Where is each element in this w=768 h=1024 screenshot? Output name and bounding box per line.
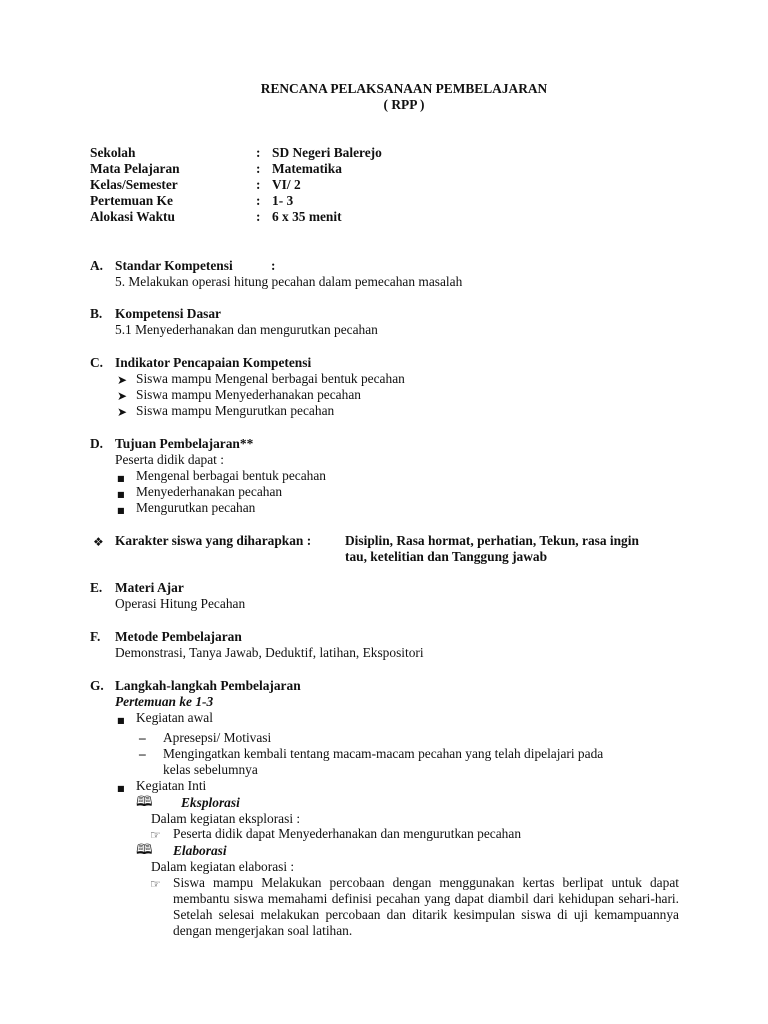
section-e-text: Operasi Hitung Pecahan	[115, 596, 246, 611]
identity-colon: :	[256, 209, 261, 224]
section-b-letter: B.	[90, 306, 103, 321]
section-d-heading: Tujuan Pembelajaran**	[115, 436, 254, 451]
section-e-letter: E.	[90, 580, 103, 595]
section-e-heading: Materi Ajar	[115, 580, 184, 595]
section-f-text: Demonstrasi, Tanya Jawab, Deduktif, latihan, Ekspositori	[115, 645, 424, 660]
eksplorasi-item: Peserta didik dapat Menyederhanakan dan mengurutkan pecahan	[173, 826, 522, 841]
tujuan-item: Mengurutkan pecahan	[136, 500, 256, 515]
elaborasi-intro: Dalam kegiatan elaborasi :	[151, 859, 295, 874]
section-g-heading: Langkah-langkah Pembelajaran	[115, 678, 301, 693]
arrow-bullet-icon: ➤	[117, 405, 128, 419]
identity-value-mata-pelajaran: Matematika	[272, 161, 342, 176]
indikator-item: Siswa mampu Menyederhanakan pecahan	[136, 387, 361, 402]
eksplorasi-heading: Eksplorasi	[181, 795, 240, 810]
arrow-bullet-icon: ➤	[117, 389, 128, 403]
diamond-bullet-icon: ❖	[93, 535, 104, 549]
pointing-hand-icon: ☞	[150, 877, 161, 891]
section-c-letter: C.	[90, 355, 104, 370]
elaborasi-item: Siswa mampu Melakukan percobaan dengan menggunakan kertas berlipat untuk dapat membantu siswa memahami definisi pecahan yang dapat diambil dari kehidupan sehari-hari. Setelah selesai melakukan percobaan dan ditarik kesimpulan siswa di uji kemampuannya dengan mengerjakan soal latihan.	[173, 875, 679, 938]
tujuan-item: Menyederhanakan pecahan	[136, 484, 283, 499]
kegiatan-awal-item-continuation: kelas sebelumnya	[163, 762, 258, 777]
section-f-heading: Metode Pembelajaran	[115, 629, 242, 644]
karakter-label: Karakter siswa yang diharapkan :	[115, 533, 312, 548]
karakter-line-1: Disiplin, Rasa hormat, perhatian, Tekun, rasa ingin	[345, 533, 639, 548]
indikator-item: Siswa mampu Mengurutkan pecahan	[136, 403, 335, 418]
section-c-heading: Indikator Pencapaian Kompetensi	[115, 355, 312, 370]
kegiatan-awal-item: Apresepsi/ Motivasi	[163, 730, 272, 745]
identity-value-pertemuan: 1- 3	[272, 193, 294, 208]
identity-value-alokasi-waktu: 6 x 35 menit	[272, 209, 342, 224]
identity-label-kelas-semester: Kelas/Semester	[90, 177, 178, 192]
elaborasi-heading: Elaborasi	[173, 843, 227, 858]
karakter-line-2: tau, ketelitian dan Tanggung jawab	[345, 549, 548, 564]
pertemuan-subheading: Pertemuan ke 1-3	[115, 694, 214, 709]
identity-colon: :	[256, 161, 261, 176]
identity-label-pertemuan: Pertemuan Ke	[90, 193, 173, 208]
section-d-letter: D.	[90, 436, 104, 451]
dash-bullet-icon: –	[139, 746, 146, 761]
eksplorasi-intro: Dalam kegiatan eksplorasi :	[151, 811, 301, 826]
pointing-hand-icon: ☞	[150, 828, 161, 842]
document-subtitle: ( RPP )	[383, 97, 425, 112]
open-book-icon: 🕮	[136, 794, 153, 810]
tujuan-item: Mengenal berbagai bentuk pecahan	[136, 468, 326, 483]
identity-colon: :	[256, 145, 261, 160]
identity-label-sekolah: Sekolah	[90, 145, 136, 160]
square-bullet-icon: ■	[117, 490, 125, 499]
section-d-intro: Peserta didik dapat :	[115, 452, 224, 467]
section-a-colon: :	[271, 258, 276, 273]
square-bullet-icon: ■	[117, 506, 125, 515]
open-book-icon: 🕮	[136, 842, 153, 858]
indikator-item: Siswa mampu Mengenal berbagai bentuk pecahan	[136, 371, 405, 386]
kegiatan-inti-label: Kegiatan Inti	[136, 778, 207, 793]
section-b-text: 5.1 Menyederhanakan dan mengurutkan pecahan	[115, 322, 378, 337]
square-bullet-icon: ■	[117, 716, 125, 725]
dash-bullet-icon: –	[139, 730, 146, 745]
kegiatan-awal-label: Kegiatan awal	[136, 710, 213, 725]
section-a-text: 5. Melakukan operasi hitung pecahan dalam pemecahan masalah	[115, 274, 463, 289]
kegiatan-awal-item: Mengingatkan kembali tentang macam-macam pecahan yang telah dipelajari pada	[163, 746, 604, 761]
section-a-heading: Standar Kompetensi	[115, 258, 233, 273]
section-b-heading: Kompetensi Dasar	[115, 306, 222, 321]
section-f-letter: F.	[90, 629, 101, 644]
identity-colon: :	[256, 177, 261, 192]
identity-value-sekolah: SD Negeri Balerejo	[272, 145, 382, 160]
document-title: RENCANA PELAKSANAAN PEMBELAJARAN	[260, 81, 548, 96]
identity-label-mata-pelajaran: Mata Pelajaran	[90, 161, 180, 176]
identity-colon: :	[256, 193, 261, 208]
arrow-bullet-icon: ➤	[117, 373, 128, 387]
section-a-letter: A.	[90, 258, 104, 273]
square-bullet-icon: ■	[117, 474, 125, 483]
section-g-letter: G.	[90, 678, 104, 693]
square-bullet-icon: ■	[117, 784, 125, 793]
identity-value-kelas-semester: VI/ 2	[272, 177, 301, 192]
identity-label-alokasi-waktu: Alokasi Waktu	[90, 209, 175, 224]
